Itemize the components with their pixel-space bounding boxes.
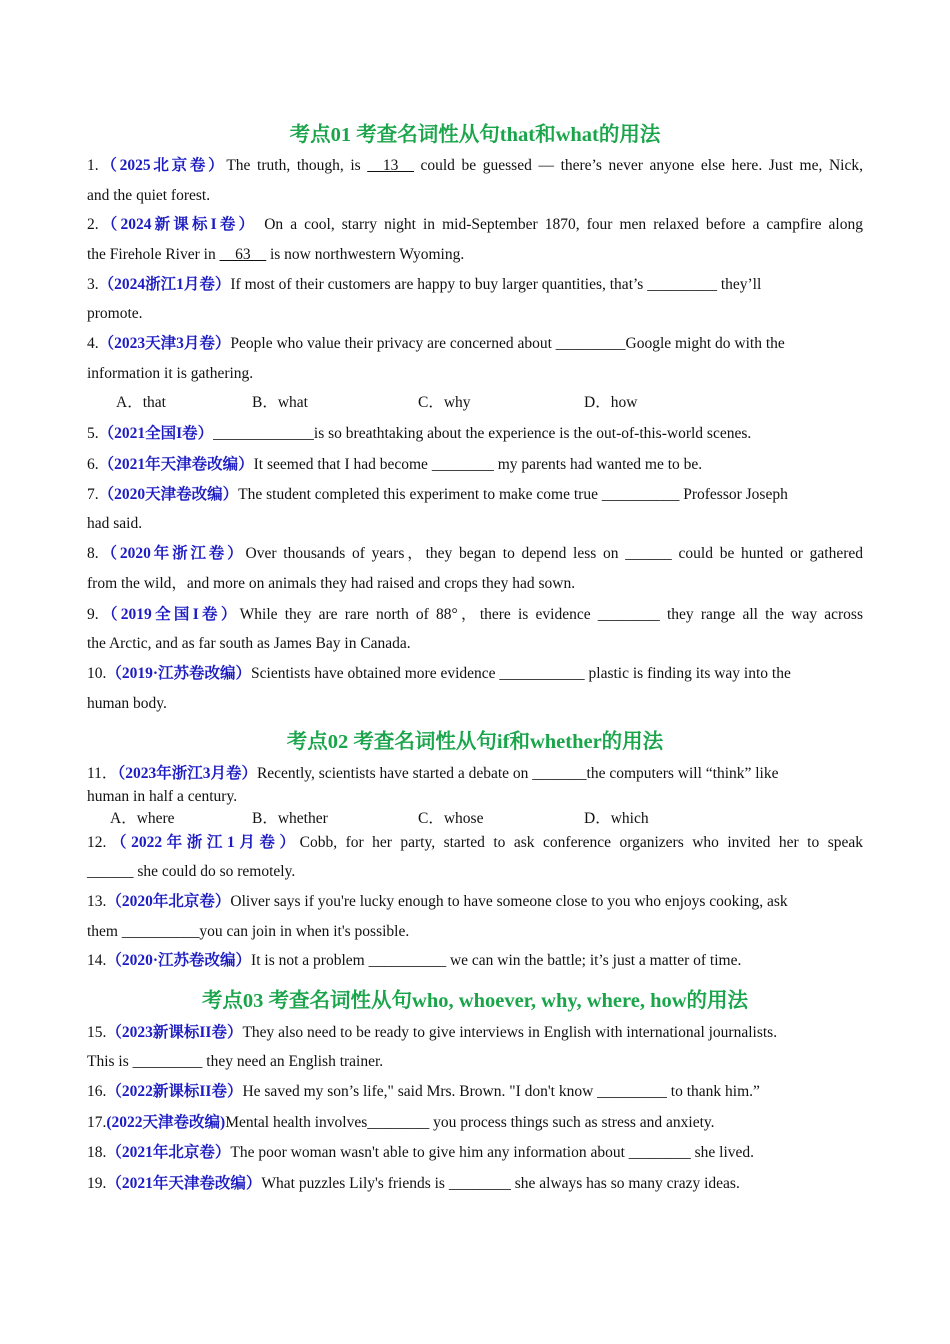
question-source: （2021年北京卷） [106, 1144, 231, 1161]
question-4: 4.（2023天津3月卷）People who value their privacy are concerned about _________Google might do with the [87, 335, 785, 352]
question-18: 18.（2021年北京卷）The poor woman wasn't able to give him any information about ________ she lived. [87, 1144, 755, 1161]
question-9: 9.（2019全国I卷）While they are rare north of 88°，there is evidence ________ they range all the way across [87, 606, 863, 623]
question-8: 8.（2020年浙江卷）Over thousands of years，they began to depend less on ______ could be hunted or gathered [87, 545, 863, 562]
question-3: 3.（2024浙江1月卷）If most of their customers are happy to buy larger quantities, that’s _________ they’ll [87, 276, 762, 293]
question-15: 15.（2023新课标II卷）They also need to be ready to give interviews in English with international journalists. [87, 1024, 778, 1041]
question-source: （2024浙江1月卷） [98, 276, 231, 293]
question-1: 1.（2025北京卷）The truth, though, is __13__ could be guessed — there’s never anyone else here. Just me, Nick, [87, 157, 863, 174]
section-heading-02: 考点02 考查名词性从句if和whether的用法 [286, 731, 664, 753]
question-4-cont: information it is gathering. [87, 365, 254, 382]
option-b: B．what [252, 394, 308, 411]
question-16: 16.（2022新课标II卷）He saved my son’s life," said Mrs. Brown. "I don't know _________ to thank him.” [87, 1083, 760, 1100]
question-8-cont: from the wild，and more on animals they had raised and crops they had sown. [87, 575, 576, 592]
question-7: 7.（2020天津卷改编）The student completed this experiment to make come true __________ Professor Joseph [87, 486, 788, 503]
question-source: （2025北京卷） [98, 157, 227, 174]
question-source: （2022年浙江1月卷） [106, 834, 300, 851]
section-heading-03: 考点03 考查名词性从句who, whoever, why, where, how的用法 [201, 990, 749, 1012]
option-a: A．where [110, 810, 175, 827]
question-source: （2019·江苏卷改编） [106, 665, 252, 682]
question-19: 19.（2021年天津卷改编）What puzzles Lily's friends is ________ she always has so many crazy ideas. [87, 1175, 740, 1192]
question-12-cont: ______ she could do so remotely. [87, 863, 296, 880]
section-heading-01: 考点01 考查名词性从句that和what的用法 [289, 124, 661, 146]
option-c: C．why [418, 394, 471, 411]
question-13: 13.（2020年北京卷）Oliver says if you're lucky enough to have someone close to you who enjoys cooking, ask [87, 893, 788, 910]
question-source: （2021年天津卷改编） [98, 456, 254, 473]
option-d: D．which [584, 810, 649, 827]
question-11: 11．（2023年浙江3月卷）Recently, scientists have started a debate on _______the computers will “think” like [87, 765, 779, 782]
question-2: 2.（2024新课标I卷） On a cool, starry night in mid-September 1870, four men relaxed before a campfire along [87, 216, 863, 233]
question-6: 6.（2021年天津卷改编）It seemed that I had become ________ my parents had wanted me to be. [87, 456, 703, 473]
option-a: A．that [116, 394, 166, 411]
question-13-cont: them __________you can join in when it's possible. [87, 923, 410, 940]
answer-blank: __63__ [219, 246, 267, 263]
question-12: 12.（2022年浙江1月卷）Cobb, for her party, started to ask conference organizers who invited her to speak [87, 834, 863, 851]
question-10-cont: human body. [87, 695, 167, 712]
question-source: （2022新课标II卷） [106, 1083, 243, 1100]
option-c: C．whose [418, 810, 484, 827]
question-source: （2023天津3月卷） [98, 335, 231, 352]
question-9-cont: the Arctic, and as far south as James Bay in Canada. [87, 635, 411, 652]
question-3-cont: promote. [87, 305, 143, 322]
question-14: 14.（2020·江苏卷改编）It is not a problem __________ we can win the battle; it’s just a matter of time. [87, 952, 742, 969]
question-source: （2019全国I卷） [98, 606, 240, 623]
question-10: 10.（2019·江苏卷改编）Scientists have obtained more evidence ___________ plastic is finding its way into the [87, 665, 791, 682]
question-17: 17.(2022天津卷改编)Mental health involves________ you process things such as stress and anxiety. [87, 1114, 715, 1131]
question-11-cont: human in half a century. [87, 788, 238, 805]
question-source: (2022天津卷改编) [106, 1114, 226, 1131]
question-2-cont: the Firehole River in __63__ is now northwestern Wyoming. [87, 246, 465, 263]
question-source: （2023年浙江3月卷） [117, 765, 257, 782]
question-5: 5.（2021全国I卷）_____________is so breathtaking about the experience is the out-of-this-world scenes. [87, 425, 752, 442]
question-source: （2023新课标II卷） [106, 1024, 243, 1041]
question-source: （2020年北京卷） [106, 893, 231, 910]
question-source: （2020·江苏卷改编） [106, 952, 252, 969]
question-source: （2021年天津卷改编） [106, 1175, 262, 1192]
answer-blank: __13__ [367, 157, 414, 174]
question-source: （2024新课标I卷） [98, 216, 258, 233]
question-1-cont: and the quiet forest. [87, 187, 211, 204]
question-source: （2020年浙江卷） [98, 545, 246, 562]
question-7-cont: had said. [87, 515, 143, 532]
question-source: （2021全国I卷） [98, 425, 214, 442]
option-d: D．how [584, 394, 638, 411]
question-15-cont: This is _________ they need an English trainer. [87, 1053, 384, 1070]
option-b: B．whether [252, 810, 328, 827]
question-source: （2020天津卷改编） [98, 486, 239, 503]
